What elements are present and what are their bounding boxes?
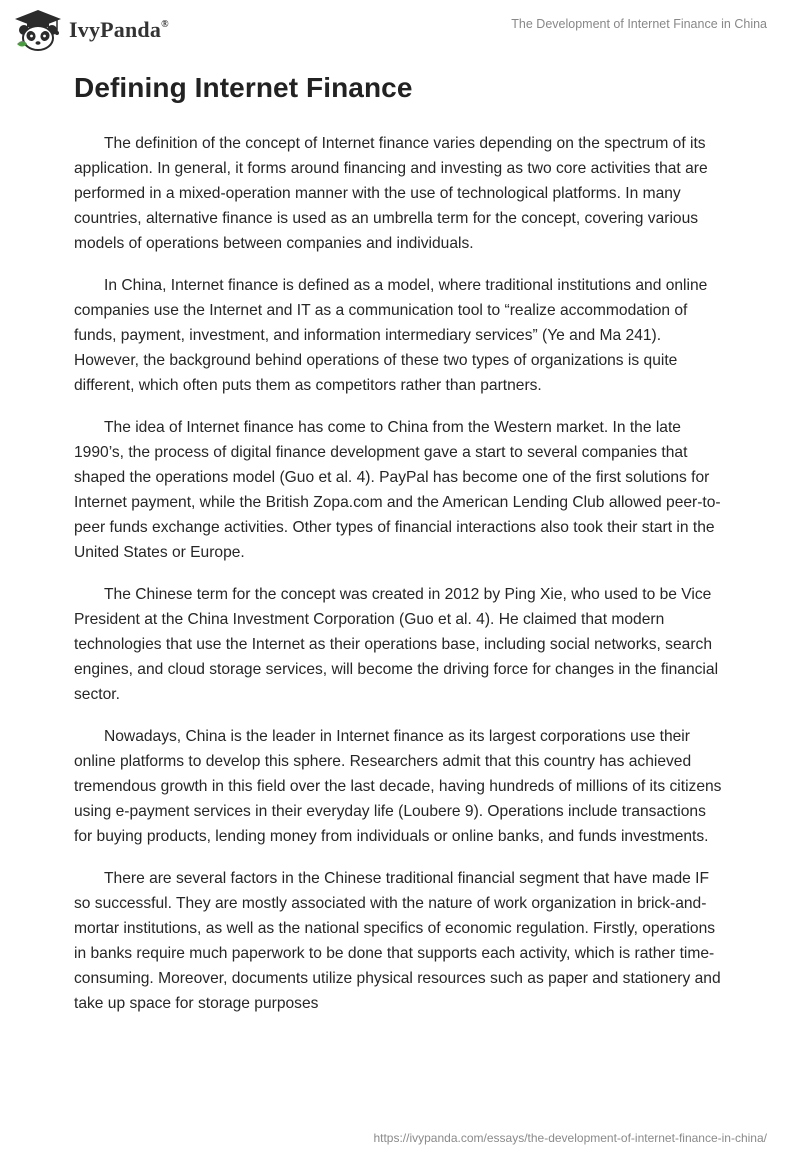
paragraph: The definition of the concept of Internet finance varies depending on the spectrum of its application. In general, it forms around financing and investing as two core activities that are performed in a mixed-operation manner with the use of technological platforms. In many countries, alternative finance is used as an umbrella term for the concept, covering various models of operations between companies and individuals. bbox=[74, 135, 708, 252]
paragraph: Nowadays, China is the leader in Internet finance as its largest corporations use their online platforms to develop this sphere. Researchers admit that this country has achieved tremendous growth in this field over the last decade, having hundreds of millions of its citizens using e-payment services in their everyday life (Loubere 9). Operations include transactions for buying products, lending money from individuals or online banks, and funds investments. bbox=[74, 728, 722, 845]
paragraph: The idea of Internet finance has come to China from the Western market. In the late 1990’s, the process of digital finance development gave a start to several companies that shaped the operations model (Guo et al. 4). PayPal has become one of the first solutions for Internet payment, while the British Zopa.com and the American Lending Club allowed peer-to-peer funds exchange activities. Other types of financial interactions also took their start in the United States or Europe. bbox=[74, 419, 721, 561]
article-body bbox=[74, 131, 724, 1033]
paragraph: In China, Internet finance is defined as a model, where traditional institutions and online companies use the Internet and IT as a communication tool to “realize accommodation of funds, payment, investment, and information intermediary services” (Ye and Ma 241). However, the background behind operations of these two types of organizations is quite different, which often puts them as competitors rather than partners. bbox=[74, 277, 708, 394]
ivypanda-logo[interactable] bbox=[13, 8, 169, 52]
panda-graduate-logo-icon bbox=[13, 8, 63, 52]
source-url[interactable]: https://ivypanda.com/essays/the-development-of-internet-finance-in-china/ bbox=[373, 1131, 767, 1145]
section-heading: Defining Internet Finance bbox=[74, 72, 413, 103]
paragraph: There are several factors in the Chinese traditional financial segment that have made IF so successful. They are mostly associated with the nature of work organization in brick-and-mortar institutions, as well as the national specifics of economic regulation. Firstly, operations in banks require much paperwork to be done that supports each activity, which is rather time-consuming. Moreover, documents utilize physical resources such as paper and stationery and take up space for storage purposes bbox=[74, 870, 721, 1012]
page-header bbox=[0, 0, 800, 60]
brand-name: IvyPanda® bbox=[69, 17, 169, 42]
paragraph: The Chinese term for the concept was created in 2012 by Ping Xie, who used to be Vice President at the China Investment Corporation (Guo et al. 4). He claimed that modern technologies that use the Internet as their operations base, including social networks, search engines, and cloud storage services, will become the driving force for changes in the financial sector. bbox=[74, 586, 719, 703]
document-title: The Development of Internet Finance in China bbox=[511, 17, 767, 31]
